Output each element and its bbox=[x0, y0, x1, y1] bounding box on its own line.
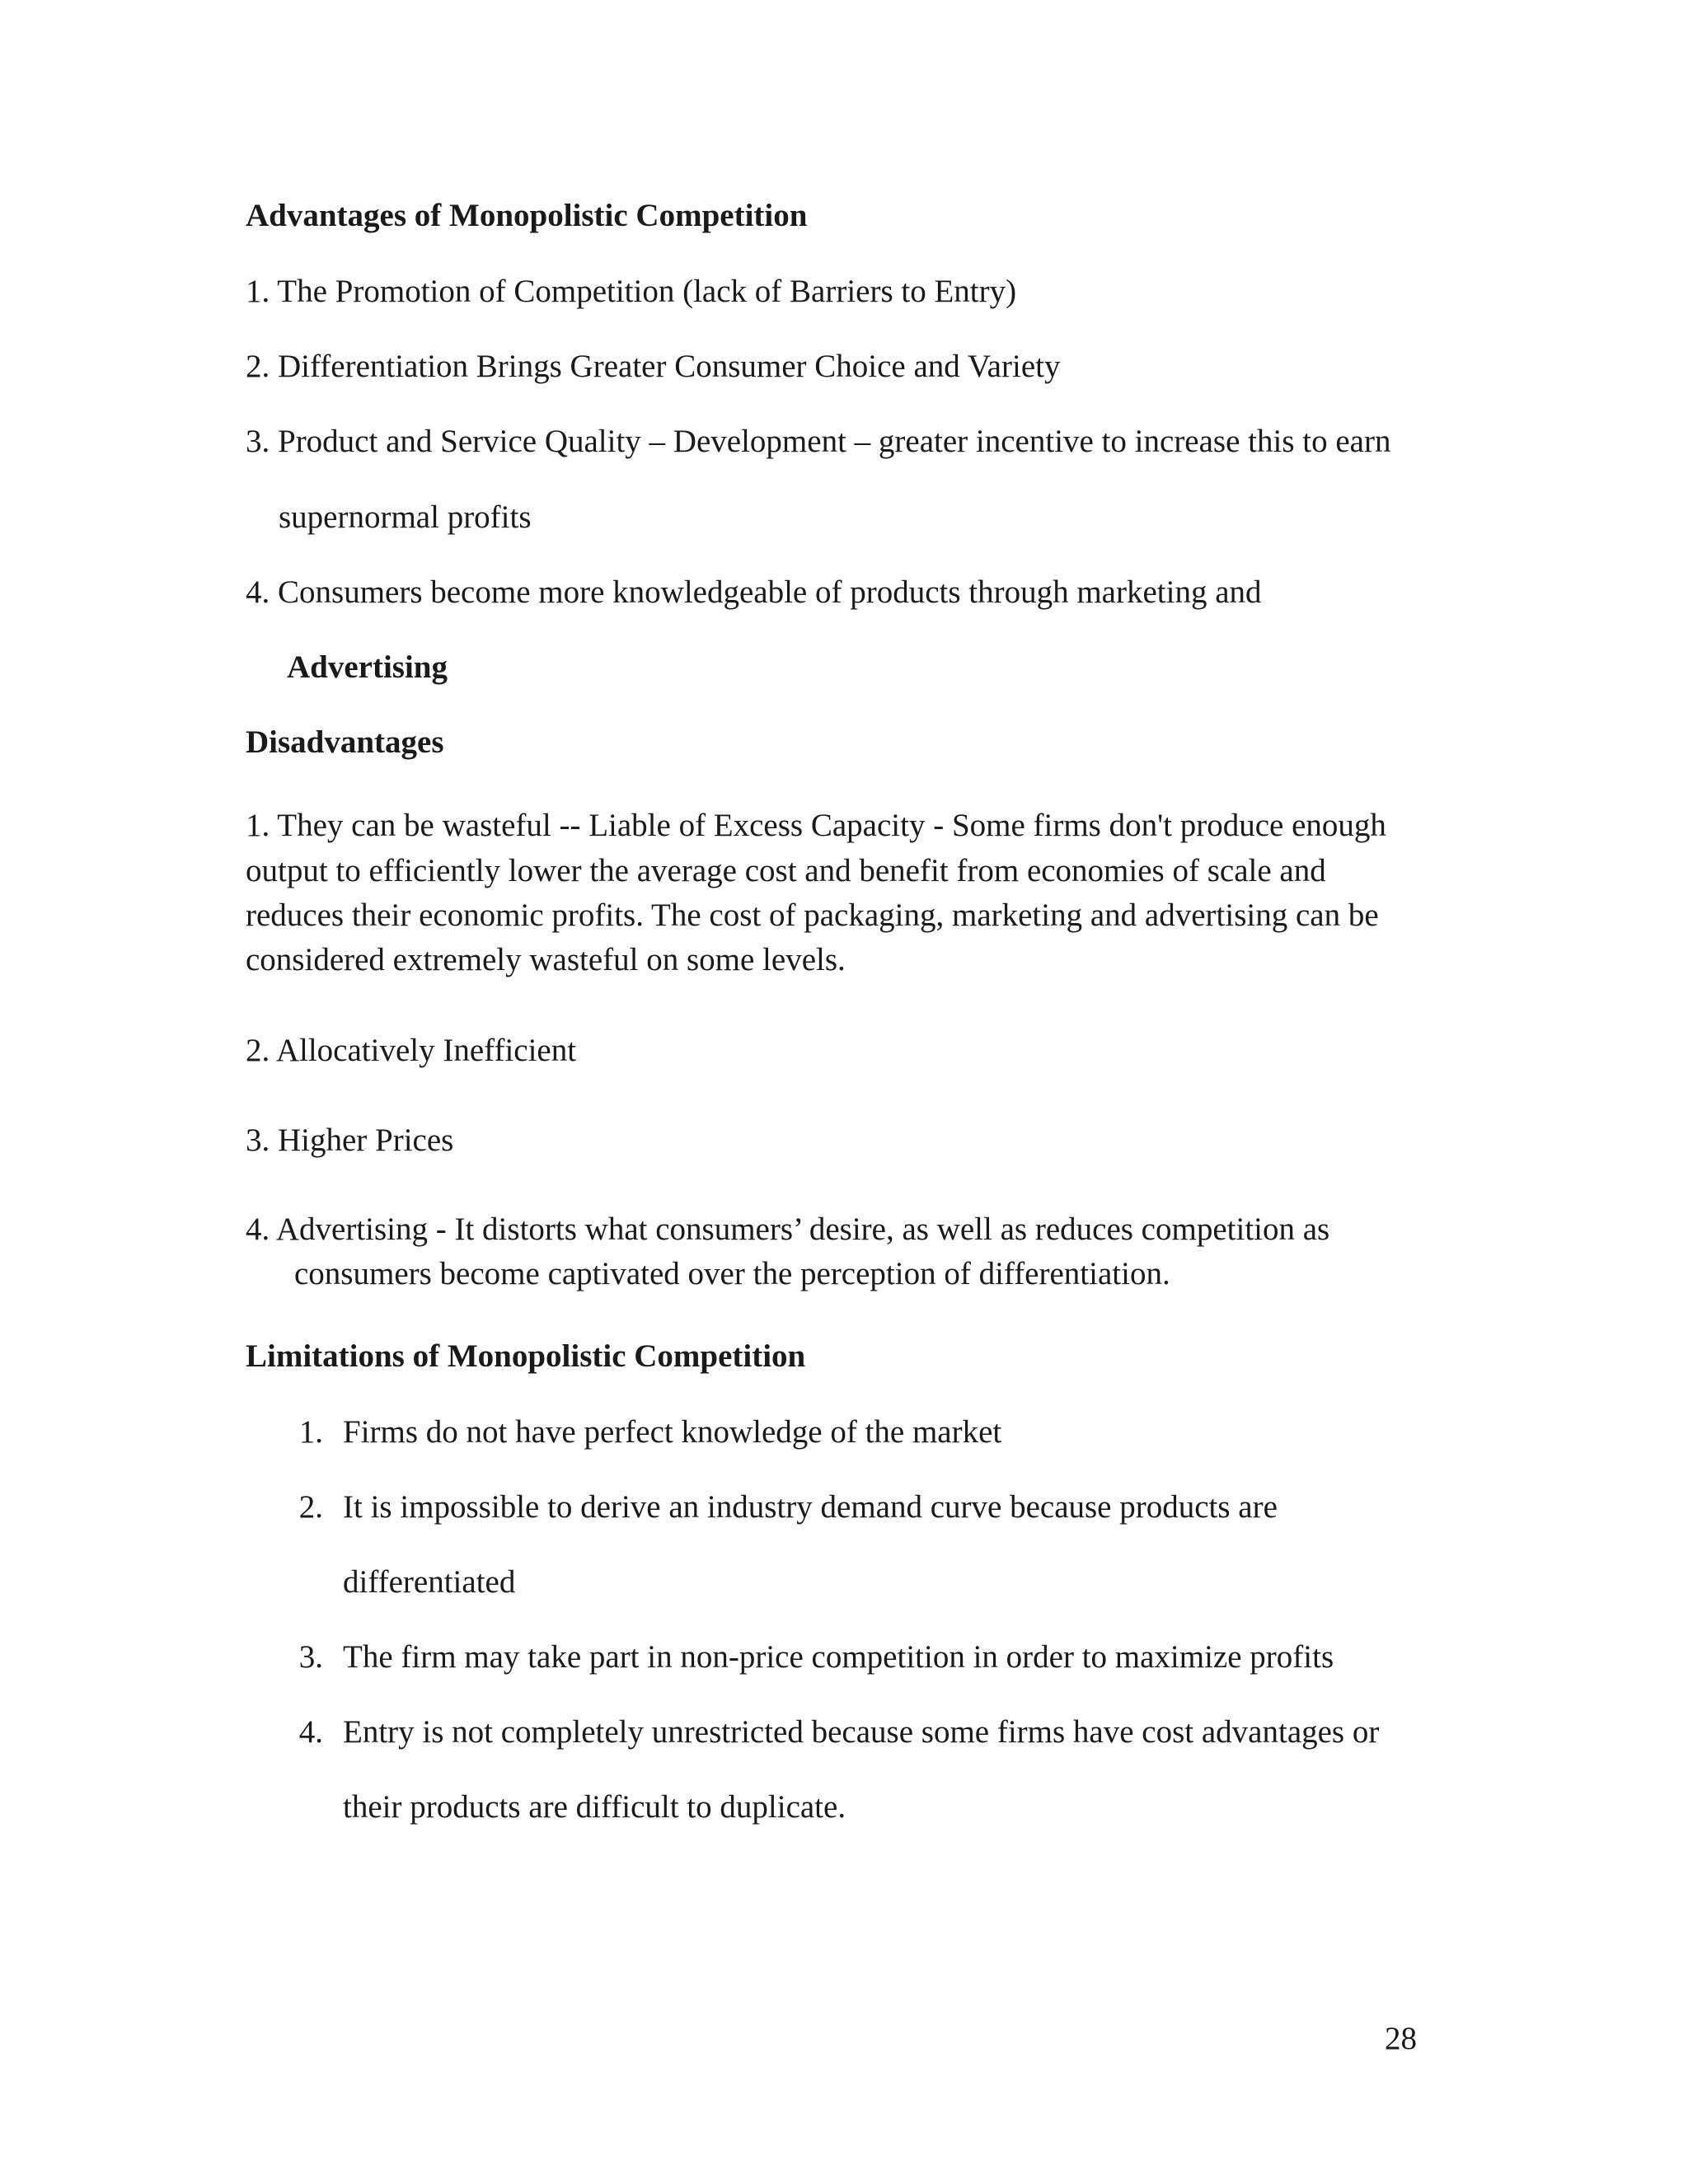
disadvantage-item-4: 4. Advertising - It distorts what consumers’ desire, as well as reduces competition as bbox=[246, 1212, 1330, 1247]
limitation-number-3: 3. bbox=[298, 1639, 323, 1675]
limitation-number-2: 2. bbox=[298, 1489, 323, 1525]
advantage-item-4: 4. Consumers become more knowledgeable of products through marketing and bbox=[246, 574, 1262, 610]
limitation-item-2-continued: differentiated bbox=[343, 1564, 516, 1600]
limitation-item-4: Entry is not completely unrestricted because some firms have cost advantages or bbox=[343, 1714, 1380, 1750]
page-number: 28 bbox=[1385, 2021, 1417, 2056]
advantage-item-2: 2. Differentiation Brings Greater Consumer Choice and Variety bbox=[246, 349, 1061, 384]
limitation-number-1: 1. bbox=[298, 1414, 323, 1450]
disadvantage-item-1-line-2: output to efficiently lower the average cost and benefit from economies of scale and bbox=[246, 853, 1326, 888]
disadvantages-heading: Disadvantages bbox=[246, 724, 444, 760]
advantage-item-4-continued: Advertising bbox=[287, 649, 448, 685]
advantage-item-3: 3. Product and Service Quality – Development – greater incentive to increase this to earn bbox=[246, 424, 1391, 459]
advantage-item-1: 1. The Promotion of Competition (lack of Barriers to Entry) bbox=[246, 274, 1017, 309]
limitation-number-4: 4. bbox=[298, 1714, 323, 1750]
disadvantage-item-1-line-1: 1. They can be wasteful -- Liable of Excess Capacity - Some firms don't produce enough bbox=[246, 808, 1386, 843]
disadvantage-item-3: 3. Higher Prices bbox=[246, 1122, 454, 1158]
limitation-item-2: It is impossible to derive an industry demand curve because products are bbox=[343, 1489, 1278, 1525]
limitation-item-3: The firm may take part in non-price competition in order to maximize profits bbox=[343, 1639, 1334, 1675]
limitations-heading: Limitations of Monopolistic Competition bbox=[246, 1338, 806, 1374]
advantage-item-3-continued: supernormal profits bbox=[279, 499, 532, 535]
limitation-item-1: Firms do not have perfect knowledge of the market bbox=[343, 1414, 1002, 1450]
limitation-item-4-continued: their products are difficult to duplicate. bbox=[343, 1789, 846, 1825]
disadvantage-item-1-line-4: considered extremely wasteful on some levels. bbox=[246, 942, 846, 977]
advantages-heading: Advantages of Monopolistic Competition bbox=[246, 198, 808, 233]
disadvantage-item-1-line-3: reduces their economic profits. The cost of packaging, marketing and advertising can be bbox=[246, 898, 1379, 933]
disadvantage-item-4-continued: consumers become captivated over the perception of differentiation. bbox=[294, 1256, 1170, 1291]
disadvantage-item-2: 2. Allocatively Inefficient bbox=[246, 1033, 577, 1068]
